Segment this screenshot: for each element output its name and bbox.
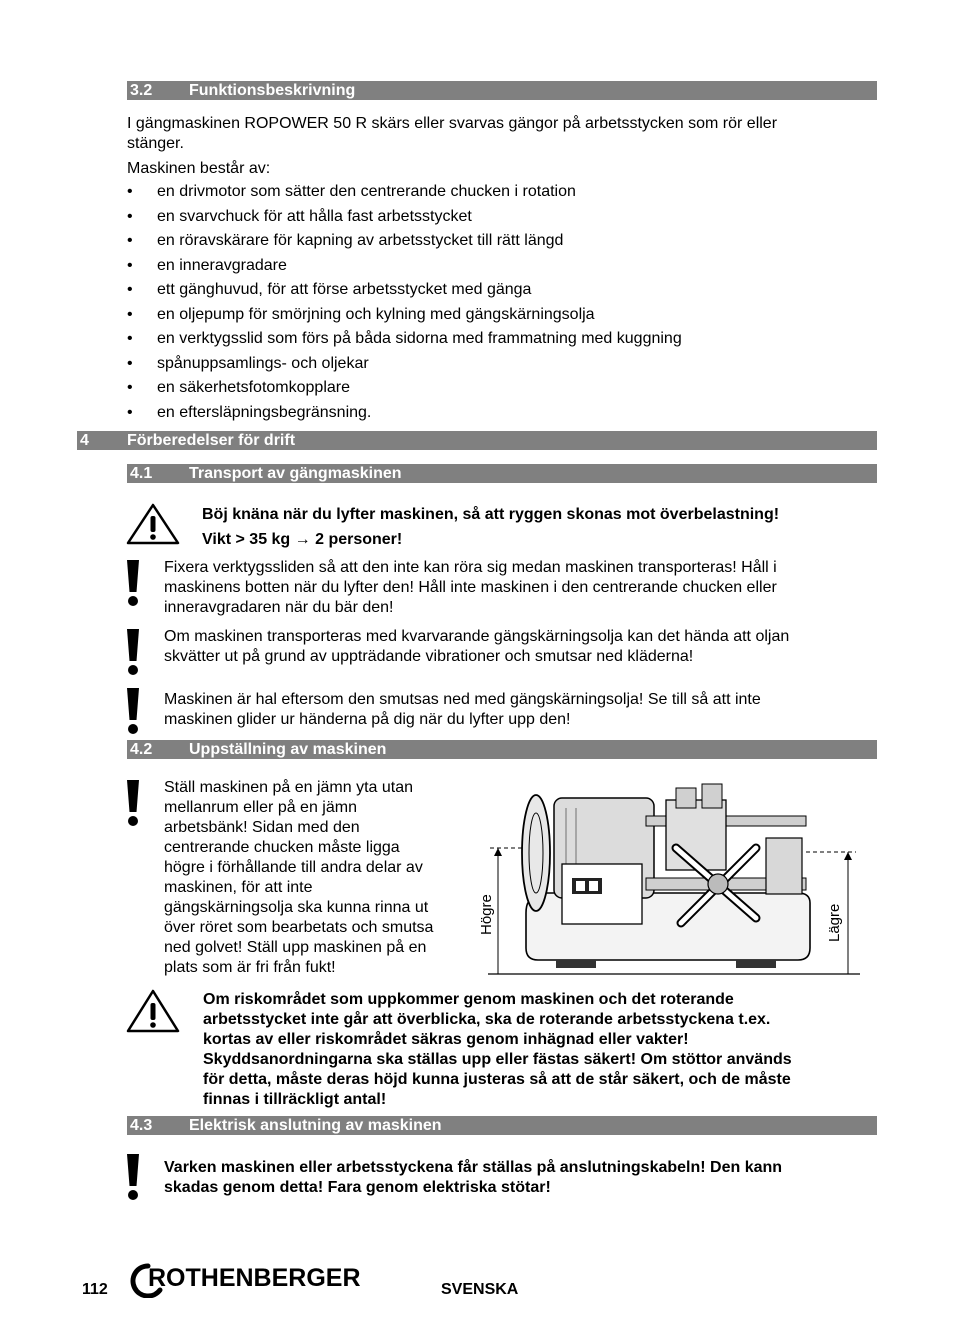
- brand-logo-icon: [126, 1262, 366, 1298]
- note-line: arbetsbänk! Sidan med den: [164, 819, 360, 836]
- section-number: 4: [80, 432, 89, 449]
- page-number: 112: [82, 1281, 108, 1298]
- note-line: gängskärningsolja ska kunna rinna ut: [164, 899, 429, 916]
- section-header-3-2: [127, 81, 877, 100]
- section-title: Elektrisk anslutning av maskinen: [189, 1117, 442, 1134]
- warning-danger-zone: [203, 990, 883, 1110]
- section-number: 4.2: [130, 741, 153, 758]
- note-line: maskinen glider ur händerna på dig när du lyfter upp den!: [164, 711, 571, 728]
- note-line: Varken maskinen eller arbetsstyckena får ställas på anslutningskabeln! Den kann: [164, 1159, 783, 1176]
- intro-line-1: I gängmaskinen ROPOWER 50 R skärs eller svarvas gängor på arbetsstycken som rör eller: [127, 115, 778, 132]
- brand-text: ROTHENBERGER: [148, 1264, 361, 1292]
- warning-line: för detta, måste deras höjd kunna justeras så att de står säkert, och de måste: [203, 1071, 791, 1088]
- section-title: Funktionsbeskrivning: [189, 82, 356, 99]
- note-line: Fixera verktygssliden så att den inte kan röra sig medan maskinen transporteras! Håll i: [164, 559, 777, 576]
- exclamation-icon: [124, 686, 142, 736]
- section-title: Förberedelser för drift: [127, 432, 296, 449]
- warning-triangle-icon: [125, 502, 181, 546]
- warning-line: kortas av eller riskområdet säkras genom inhägnad eller vakter!: [203, 1031, 689, 1048]
- language-label: SVENSKA: [441, 1281, 519, 1298]
- note-line: centrerande chucken måste ligga: [164, 839, 400, 856]
- warning-triangle-icon: [125, 988, 181, 1034]
- note-line: maskinen, för att inte: [164, 879, 313, 896]
- note-line: inneravgradaren när du bär den!: [164, 599, 394, 616]
- section-header-4-1: [127, 464, 877, 483]
- note-oil-transport: [164, 627, 864, 667]
- note-line: maskinens botten när du lyfter den! Håll inte maskinen i den centrerande chucken eller: [164, 579, 777, 596]
- note-line: skvätter ut på grund av uppträdande vibrationer och smutsar ned kläderna!: [164, 648, 694, 665]
- exclamation-icon: [124, 558, 142, 608]
- note-line: plats som är fri från fukt!: [164, 959, 336, 976]
- section-header-4: [77, 431, 877, 450]
- label-lower: Lägre: [826, 903, 843, 942]
- section-number: 4.3: [130, 1117, 153, 1134]
- warning-line: Skyddsanordningarna ska ställas upp eller fästas säkert! Om stöttor används: [203, 1051, 792, 1068]
- consists-of-text: Maskinen består av:: [127, 160, 271, 177]
- label-higher: Högre: [478, 894, 495, 935]
- warning-lift-text: [202, 502, 882, 552]
- section-number: 4.1: [130, 465, 153, 482]
- note-line: över röret som bearbetats och smutsa: [164, 919, 434, 936]
- note-line: Ställ maskinen på en jämn yta utan: [164, 779, 414, 796]
- threading-machine-illustration: [476, 778, 860, 978]
- note-line: ned golvet! Ställ upp maskinen på en: [164, 939, 427, 956]
- warning-line: arbetsstycket inte går att överblicka, ska de roterande arbetsstyckena t.ex.: [203, 1011, 771, 1028]
- intro-line-2: stänger.: [127, 135, 184, 152]
- exclamation-icon: [124, 1152, 142, 1202]
- note-slippery: [164, 690, 864, 730]
- note-line: Om maskinen transporteras med kvarvarande gängskärningsolja kan det hända att oljan: [164, 628, 790, 645]
- exclamation-icon: [124, 627, 142, 677]
- note-secure-slide: [164, 558, 864, 618]
- intro-paragraph: [127, 114, 887, 154]
- warning-line: finnas i tillräckligt antal!: [203, 1091, 387, 1108]
- rothenberger-logo: [126, 1262, 366, 1303]
- section-title: Uppställning av maskinen: [189, 741, 387, 758]
- section-number: 3.2: [130, 82, 153, 99]
- warning-line: Böj knäna när du lyfter maskinen, så att ryggen skonas mot överbelastning!: [202, 506, 780, 523]
- note-setup: [164, 778, 474, 978]
- section-header-4-3: [127, 1116, 877, 1135]
- warning-line: Om riskområdet som uppkommer genom maskinen och det roterande: [203, 991, 734, 1008]
- note-line: mellanrum eller på en jämn: [164, 799, 357, 816]
- section-title: Transport av gängmaskinen: [189, 465, 402, 482]
- warning-line: Vikt > 35 kg → 2 personer!: [202, 531, 403, 548]
- exclamation-icon: [124, 778, 142, 828]
- note-line: högre i förhållande till andra delar av: [164, 859, 423, 876]
- note-cable: [164, 1158, 884, 1198]
- note-line: Maskinen är hal eftersom den smutsas ned med gängskärningsolja! Se till så att inte: [164, 691, 761, 708]
- note-line: skadas genom detta! Fara genom elektriska stötar!: [164, 1179, 551, 1196]
- section-header-4-2: [127, 740, 877, 759]
